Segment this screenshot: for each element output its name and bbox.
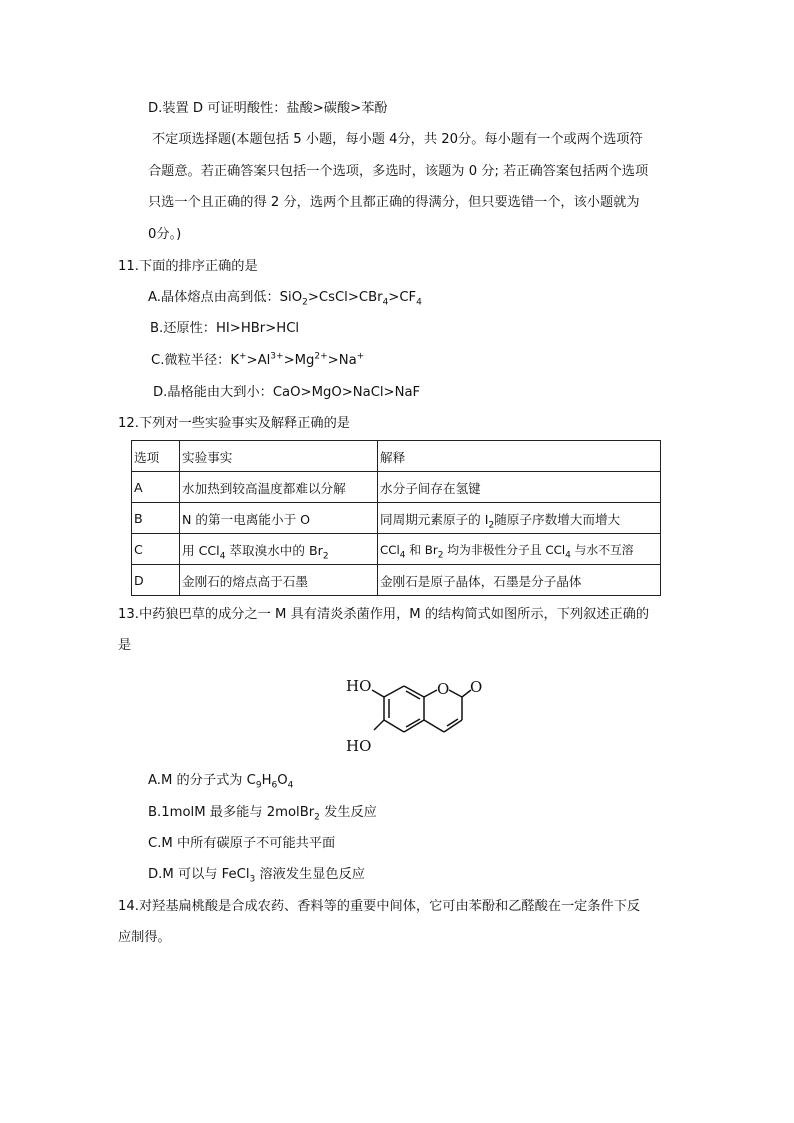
instruction-line-3: 只选一个且正确的得 2 分，选两个且都正确的得满分，但只要选错一个，该小题就为 — [148, 195, 640, 210]
instruction-line-1: 不定项选择题(本题包括 5 小题，每小题 4分，共 20分。每小题有一个或两个选项符 — [152, 132, 643, 147]
cell-fact: N 的第一电离能小于 O — [180, 503, 378, 534]
cell-explanation: CCl$_4$ 和 $Br_2$ 均为非极性分子且 CCl$_4$ 与水不互溶 — [378, 534, 661, 565]
table-row — [132, 534, 661, 565]
q11-option-b: B.还原性：HI>HBr>HCl — [150, 321, 300, 336]
header-option: 选项 — [132, 441, 180, 472]
cell-explanation: 同周期元素原子的 $I_2$随原子序数增大而增大 — [378, 503, 661, 534]
q14-stem-line-2: 应制得。 — [118, 930, 171, 945]
q13-option-c: C.M 中所有碳原子不可能共平面 — [148, 836, 336, 851]
table-row — [132, 565, 661, 596]
hydroxyl-bottom-label: HO — [346, 737, 372, 755]
header-fact: 实验事实 — [180, 441, 378, 472]
cell-option: C — [132, 534, 180, 565]
cell-explanation: 金刚石是原子晶体，石墨是分子晶体 — [378, 565, 661, 596]
table-row — [132, 472, 661, 503]
q13-stem-line-2: 是 — [118, 638, 132, 653]
coumarin-structure-diagram — [340, 672, 490, 757]
q12-stem: 12.下列对一些实验事实及解释正确的是 — [118, 416, 350, 431]
hydroxyl-top-label: HO — [346, 677, 372, 695]
q14-stem-line-1: 14.对羟基扁桃酸是合成农药、香料等的重要中间体，它可由苯酚和乙醛酸在一定条件下反 — [118, 899, 641, 914]
q13-option-b: B.1molM 最多能与 2molBr$_2$ 发生反应 — [148, 805, 377, 823]
cell-fact: 金刚石的熔点高于石墨 — [180, 565, 378, 596]
option-d-previous: D.装置 D 可证明酸性：盐酸>碳酸>苯酚 — [148, 101, 388, 116]
q11-option-c: C.微粒半径：$K^+>Al^{3+}>Mg^{2+}>Na^+$ — [151, 351, 365, 368]
q12-table — [131, 440, 661, 596]
cell-fact: 用 CCl$_4$ 萃取溴水中的 $Br_2$ — [180, 534, 378, 565]
q11-option-d: D.晶格能由大到小：CaO>MgO>NaCl>NaF — [153, 385, 421, 400]
q13-stem-line-1: 13.中药狼巴草的成分之一 M 具有清炎杀菌作用，M 的结构简式如图所示，下列叙述正确的 — [118, 607, 650, 622]
cell-option: D — [132, 565, 180, 596]
carbonyl-oxygen-label: O — [470, 678, 483, 696]
cell-option: A — [132, 472, 180, 503]
q13-option-d: D.M 可以与 FeCl$_3$ 溶液发生显色反应 — [148, 867, 365, 885]
table-header-row — [132, 441, 661, 472]
instruction-line-4: 0分。) — [148, 227, 182, 242]
header-explanation: 解释 — [378, 441, 661, 472]
cell-fact: 水加热到较高温度都难以分解 — [180, 472, 378, 503]
cell-explanation: 水分子间存在氢键 — [378, 472, 661, 503]
q13-option-a: A.M 的分子式为 $C_9H_6O_4$ — [148, 773, 294, 791]
q11-stem: 11.下面的排序正确的是 — [118, 259, 258, 274]
table-row — [132, 503, 661, 534]
ring-oxygen-label: O — [437, 680, 450, 698]
q11-option-a: A.晶体熔点由高到低：$SiO_2>CsCl>CBr_4>CF_4$ — [148, 290, 422, 308]
cell-option: B — [132, 503, 180, 534]
instruction-line-2: 合题意。若正确答案只包括一个选项，多选时，该题为 0 分; 若正确答案包括两个选项 — [148, 164, 649, 179]
